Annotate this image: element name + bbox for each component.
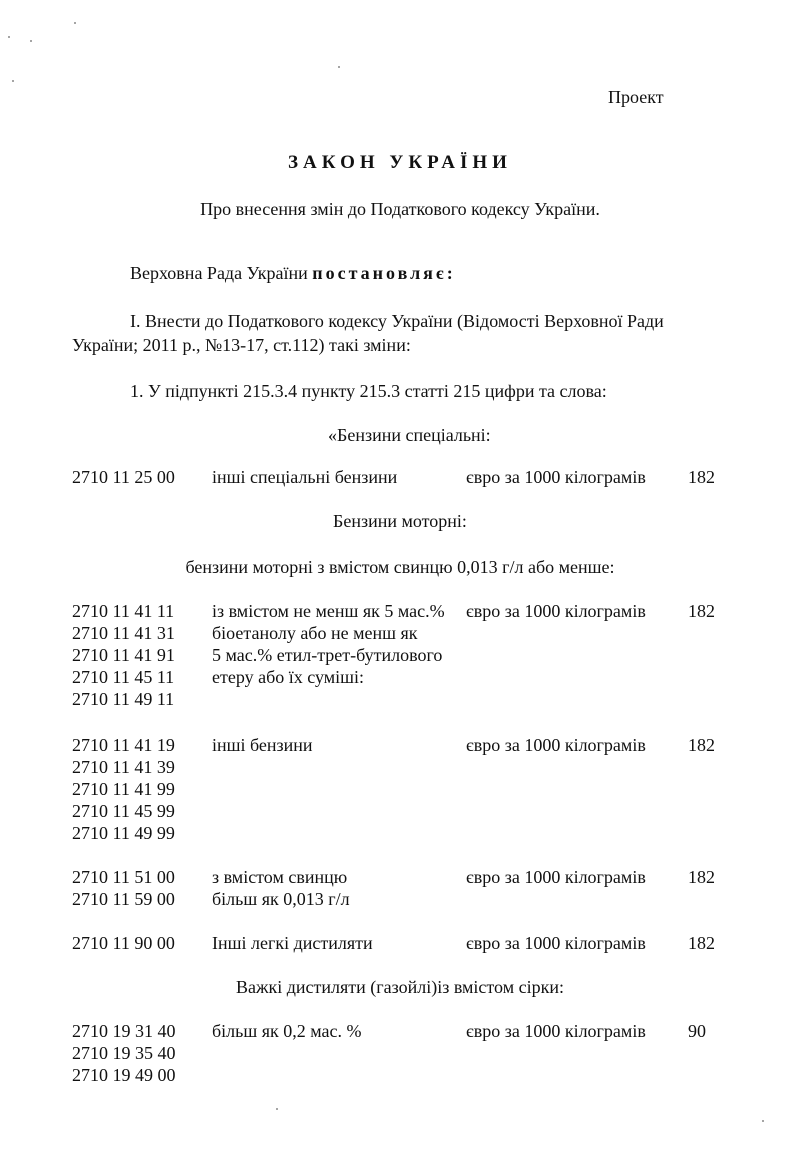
tariff-description: більш як 0,013 г/л: [212, 889, 350, 909]
tariff-code: 2710 11 41 91: [72, 645, 175, 665]
tariff-description: Інші легкі дистиляти: [212, 933, 373, 953]
tariff-rate: 182: [688, 467, 715, 487]
section-one-line1: I. Внести до Податкового кодексу України (Відомості Верховної Ради: [130, 311, 664, 331]
table-row: [0, 1064, 800, 1086]
tariff-code: 2710 11 90 00: [72, 933, 175, 953]
tariff-description: з вмістом свинцю: [212, 867, 348, 887]
preamble: [130, 262, 456, 284]
table-row: [0, 756, 800, 778]
tariff-code: 2710 19 49 00: [72, 1065, 176, 1085]
tariff-unit: євро за 1000 кілограмів: [466, 735, 646, 755]
table-row: [0, 466, 800, 488]
tariff-description: біоетанолу або не менш як: [212, 623, 418, 643]
table-row: [0, 688, 800, 710]
tariff-rate: 90: [688, 1021, 706, 1041]
tariff-description: більш як 0,2 мас. %: [212, 1021, 362, 1041]
tariff-description: інші бензини: [212, 735, 313, 755]
scan-speck: [338, 66, 340, 68]
table-row: [0, 644, 800, 666]
tariff-code: 2710 11 41 99: [72, 779, 175, 799]
heading-special-gasoline: «Бензини спеціальні:: [328, 425, 491, 445]
tariff-rate: 182: [688, 867, 715, 887]
table-row: [0, 778, 800, 800]
tariff-code: 2710 11 45 11: [72, 667, 175, 687]
tariff-description: етеру або їх суміші:: [212, 667, 365, 687]
tariff-unit: євро за 1000 кілограмів: [466, 933, 646, 953]
table-row: [0, 666, 800, 688]
item-one: 1. У підпункті 215.3.4 пункту 215.3 статті 215 цифри та слова:: [130, 381, 607, 401]
table-row: [0, 822, 800, 844]
table-row: [0, 1042, 800, 1064]
tariff-unit: євро за 1000 кілограмів: [466, 601, 646, 621]
table-row: [0, 622, 800, 644]
tariff-rate: 182: [688, 933, 715, 953]
heading-heavy-distillates: Важкі дистиляти (газойлі)із вмістом сірки:: [236, 977, 564, 997]
scan-speck: [74, 22, 76, 24]
table-row: [0, 1020, 800, 1042]
section-one-line2: України; 2011 р., №13-17, ст.112) такі зміни:: [72, 335, 411, 355]
table-row: [0, 800, 800, 822]
tariff-code: 2710 11 45 99: [72, 801, 175, 821]
table-row: [0, 888, 800, 910]
tariff-description: 5 мас.% етил-трет-бутилового: [212, 645, 443, 665]
document-title: ЗАКОН УКРАЇНИ: [288, 152, 512, 173]
heading-lead-content: бензини моторні з вмістом свинцю 0,013 г/л або менше:: [185, 557, 615, 577]
tariff-unit: євро за 1000 кілограмів: [466, 867, 646, 887]
tariff-code: 2710 19 31 40: [72, 1021, 176, 1041]
tariff-code: 2710 11 51 00: [72, 867, 175, 887]
preamble-prefix: Верховна Рада України: [130, 263, 308, 283]
tariff-code: 2710 19 35 40: [72, 1043, 176, 1063]
tariff-code: 2710 11 25 00: [72, 467, 175, 487]
scan-speck: [762, 1120, 764, 1122]
tariff-code: 2710 11 41 11: [72, 601, 175, 621]
tariff-code: 2710 11 41 19: [72, 735, 175, 755]
tariff-unit: євро за 1000 кілограмів: [466, 1021, 646, 1041]
heading-motor-gasoline: Бензини моторні:: [333, 511, 467, 531]
tariff-description: із вмістом не менш як 5 мас.%: [212, 601, 445, 621]
table-row: [0, 734, 800, 756]
tariff-code: 2710 11 49 11: [72, 689, 175, 709]
scan-speck: [30, 40, 32, 42]
table-row: [0, 600, 800, 622]
tariff-code: 2710 11 49 99: [72, 823, 175, 843]
tariff-rate: 182: [688, 601, 715, 621]
tariff-code: 2710 11 41 31: [72, 623, 175, 643]
tariff-code: 2710 11 41 39: [72, 757, 175, 777]
scan-speck: [12, 80, 14, 82]
tariff-unit: євро за 1000 кілограмів: [466, 467, 646, 487]
scan-speck: [8, 36, 10, 38]
tariff-description: інші спеціальні бензини: [212, 467, 398, 487]
project-label: Проект: [608, 87, 664, 107]
preamble-verb: постановляє:: [312, 263, 456, 283]
tariff-rate: 182: [688, 735, 715, 755]
tariff-code: 2710 11 59 00: [72, 889, 175, 909]
scan-speck: [276, 1108, 278, 1110]
table-row: [0, 866, 800, 888]
table-row: [0, 932, 800, 954]
document-subtitle: Про внесення змін до Податкового кодексу України.: [200, 199, 600, 219]
